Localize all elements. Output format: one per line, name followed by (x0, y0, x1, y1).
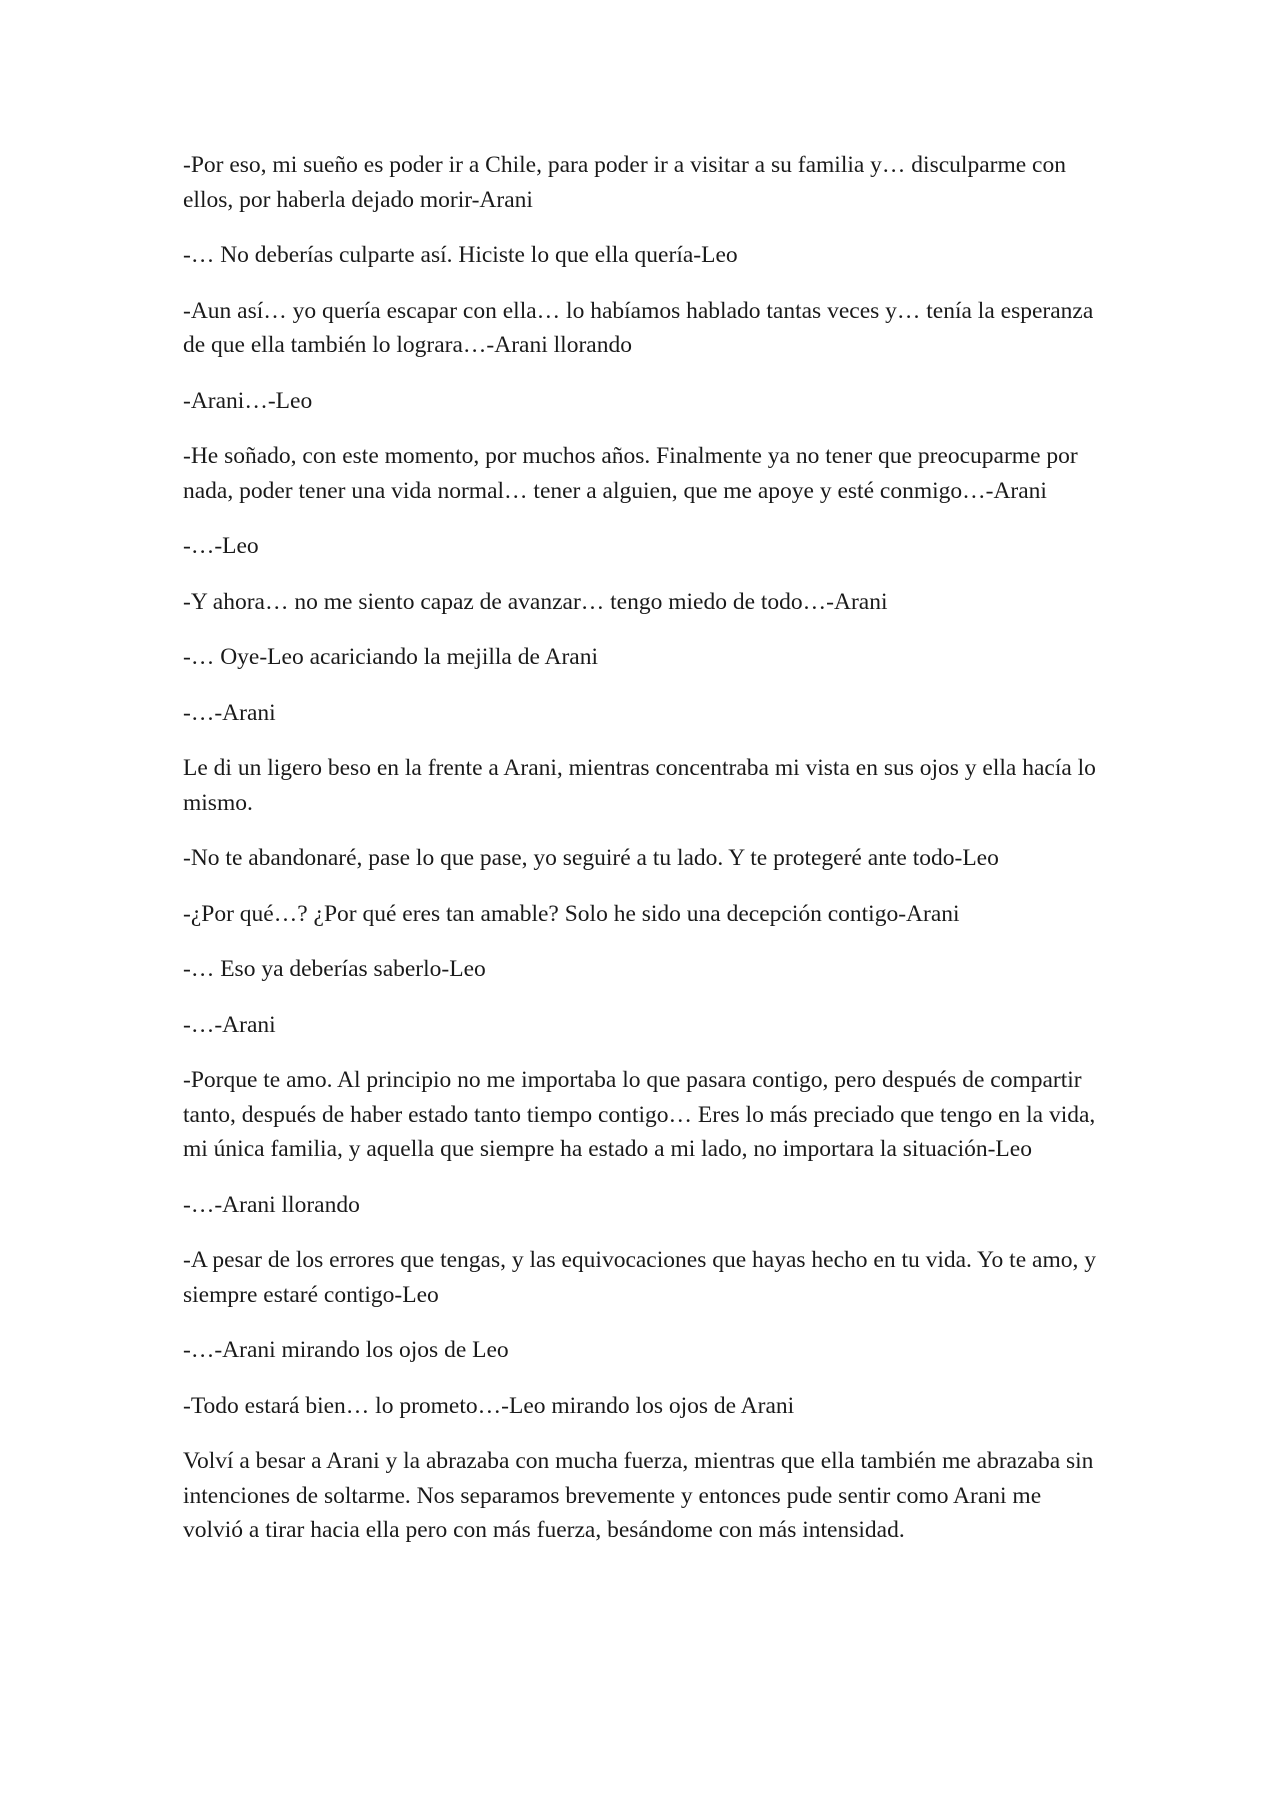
paragraph-19: -Todo estará bien… lo prometo…-Leo mirando los ojos de Arani (183, 1392, 795, 1419)
paragraph-14: -…-Arani (183, 1011, 276, 1038)
paragraph-3: -Aun así… yo quería escapar con ella… lo habíamos hablado tantas veces y… tenía la esperanza de que ella también lo lograra…-Arani llorando (183, 297, 1094, 358)
paragraph-12: -¿Por qué…? ¿Por qué eres tan amable? Solo he sido una decepción contigo-Arani (183, 900, 960, 927)
paragraph-10: Le di un ligero beso en la frente a Arani, mientras concentraba mi vista en sus ojos y ella hacía lo mismo. (183, 755, 1096, 816)
paragraph-16: -…-Arani llorando (183, 1191, 360, 1218)
paragraph-13: -… Eso ya deberías saberlo-Leo (183, 956, 486, 982)
paragraph-9: -…-Arani (183, 699, 276, 726)
paragraph-11: -No te abandonaré, pase lo que pase, yo seguiré a tu lado. Y te protegeré ante todo-Leo (183, 845, 999, 871)
paragraph-1: -Por eso, mi sueño es poder ir a Chile, para poder ir a visitar a su familia y… disculparme con ellos, por haberla dejado morir-Arani (183, 152, 1066, 213)
paragraph-5: -He soñado, con este momento, por muchos años. Finalmente ya no tener que preocuparme por nada, poder tener una vida normal… tener a alguien, que me apoye y esté conmigo…-Arani (183, 443, 1078, 504)
paragraph-20: Volví a besar a Arani y la abrazaba con mucha fuerza, mientras que ella también me abrazaba sin intenciones de soltarme. Nos separamos brevemente y entonces pude sentir como Arani me volvió a tirar hacia ella pero con más fuerza, besándome con más intensidad. (183, 1448, 1094, 1543)
paragraph-17: -A pesar de los errores que tengas, y las equivocaciones que hayas hecho en tu vida. Yo te amo, y siempre estaré contigo-Leo (183, 1247, 1096, 1308)
paragraph-8: -… Oye-Leo acariciando la mejilla de Arani (183, 644, 598, 670)
paragraph-18: -…-Arani mirando los ojos de Leo (183, 1337, 509, 1363)
paragraph-4: -Arani…-Leo (183, 387, 313, 414)
paragraph-2: -… No deberías culparte así. Hiciste lo que ella quería-Leo (183, 242, 738, 268)
paragraph-7: -Y ahora… no me siento capaz de avanzar… tengo miedo de todo…-Arani (183, 588, 888, 615)
paragraph-6: -…-Leo (183, 533, 259, 559)
paragraph-15: -Porque te amo. Al principio no me importaba lo que pasara contigo, pero después de compartir tanto, después de haber estado tanto tiempo contigo… Eres lo más preciado que tengo en la vida, mi única familia, y aquella que siempre ha estado a mi lado, no importara la situación-Leo (183, 1067, 1096, 1162)
document-page (183, 148, 1098, 1569)
